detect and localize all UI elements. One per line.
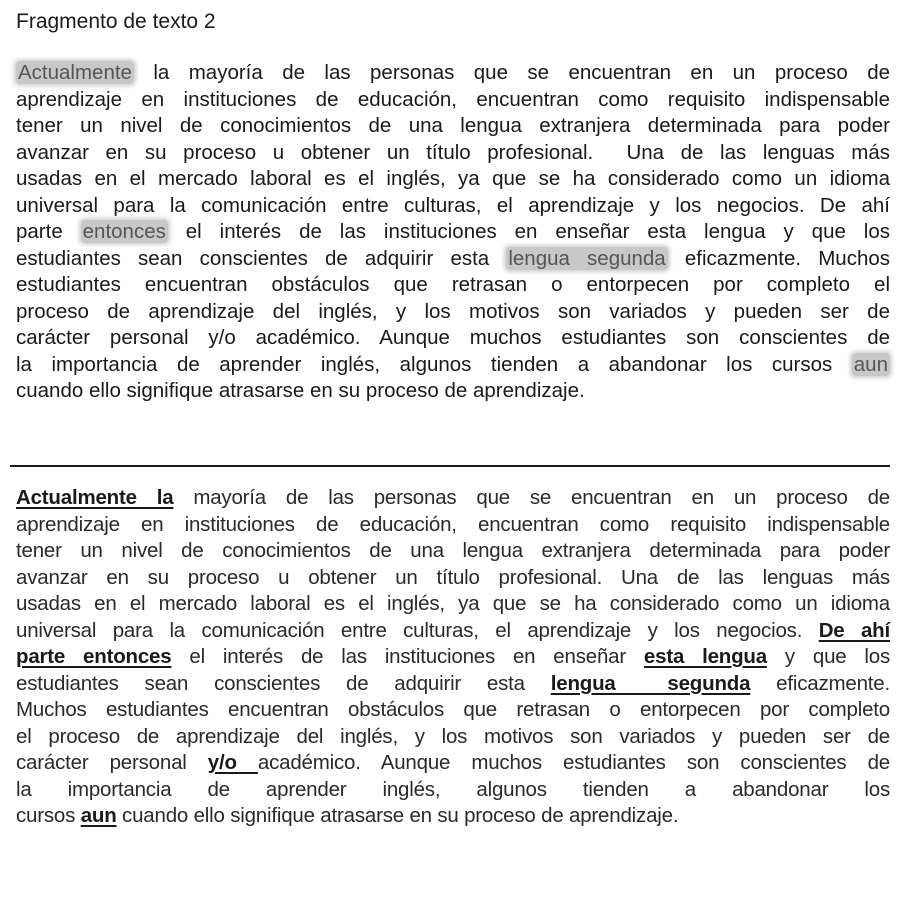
text-line xyxy=(16,60,890,87)
text-segment: la importancia de aprender inglés, algunos tienden a abandonar los cursos xyxy=(16,352,852,376)
text-segment: estudiantes encuentran obstáculos que retrasan o entorpecen por completo el xyxy=(16,273,890,296)
text-line xyxy=(16,697,890,724)
text-segment: tener un nivel de conocimientos de una lengua extranjera determinada para poder xyxy=(16,114,890,137)
text-line xyxy=(16,325,890,352)
text-line xyxy=(16,485,890,512)
text-segment: la importancia de aprender inglés, algunos tienden a abandonar los xyxy=(16,777,890,801)
text-line xyxy=(16,378,890,405)
text-line xyxy=(16,113,890,140)
text-segment: aprendizaje en instituciones de educación, encuentran como requisito indispensable xyxy=(16,512,890,536)
text-segment: carácter personal xyxy=(16,751,208,774)
text-segment: parte xyxy=(16,220,81,243)
text-line xyxy=(16,140,890,167)
text-line xyxy=(16,618,890,645)
text-segment: el interés de las instituciones en enseñar esta lengua y que los xyxy=(167,220,891,243)
text-segment: el interés de las instituciones en enseñar xyxy=(171,645,644,668)
text-segment: eficazmente. xyxy=(750,671,891,695)
text-segment: tener un nivel de conocimientos de una lengua extranjera determinada para poder xyxy=(16,539,890,562)
highlighted-phrase: aun xyxy=(853,352,888,376)
text-segment: y que los xyxy=(766,645,891,668)
text-line xyxy=(16,538,890,565)
underlined-phrase: Actualmente la xyxy=(16,486,174,509)
text-fragment-annotated xyxy=(16,485,890,830)
text-line xyxy=(16,87,890,114)
text-line xyxy=(16,352,890,379)
text-line xyxy=(16,750,890,777)
text-line xyxy=(16,565,890,592)
underlined-phrase: esta lengua xyxy=(643,645,767,668)
divider-line xyxy=(10,465,890,467)
highlighted-phrase: Actualmente xyxy=(18,61,132,84)
text-segment: mayoría de las personas que se encuentran en un proceso de xyxy=(173,486,890,509)
text-line xyxy=(16,724,890,751)
text-line xyxy=(16,803,890,830)
text-segment: cuando ello signifique atrasarse en su proceso de aprendizaje. xyxy=(16,379,585,402)
text-segment: avanzar en su proceso u obtener un título profesional. Una de las lenguas más xyxy=(16,140,890,164)
text-segment: académico. Aunque muchos estudiantes son conscientes de xyxy=(257,751,891,774)
text-line xyxy=(16,272,890,299)
text-line xyxy=(16,671,890,698)
underlined-phrase: y/o xyxy=(207,751,258,774)
text-segment: cuando ello signifique atrasarse en su proceso de aprendizaje. xyxy=(116,804,679,827)
text-line xyxy=(16,193,890,220)
text-segment: universal para la comunicación entre culturas, el aprendizaje y los negocios. De ahí xyxy=(16,193,890,217)
text-line xyxy=(16,166,890,193)
text-line xyxy=(16,219,890,246)
text-segment: cursos xyxy=(16,804,81,827)
text-line xyxy=(16,512,890,539)
text-segment: estudiantes sean conscientes de adquirir esta xyxy=(16,246,507,270)
text-line xyxy=(16,246,890,273)
text-segment: universal para la comunicación entre culturas, el aprendizaje y los negocios. xyxy=(16,618,819,642)
text-segment: usadas en el mercado laboral es el inglés, ya que se ha considerado como un idioma xyxy=(16,592,890,615)
text-segment: carácter personal y/o académico. Aunque muchos estudiantes son conscientes de xyxy=(16,326,890,349)
text-fragment-highlighted xyxy=(16,60,890,405)
underlined-phrase: parte entonces xyxy=(16,645,172,668)
text-line xyxy=(16,299,890,326)
highlighted-phrase: lengua segunda xyxy=(508,246,666,270)
document-title: Fragmento de texto 2 xyxy=(16,10,216,33)
text-segment: estudiantes sean conscientes de adquirir esta xyxy=(16,671,551,695)
underlined-phrase: aun xyxy=(80,804,117,827)
text-segment: avanzar en su proceso u obtener un título profesional. Una de las lenguas más xyxy=(16,565,890,589)
text-line xyxy=(16,777,890,804)
text-segment: eficazmente. Muchos xyxy=(667,246,890,270)
text-segment: aprendizaje en instituciones de educación, encuentran como requisito indispensable xyxy=(16,87,890,111)
text-segment: el proceso de aprendizaje del inglés, y los motivos son variados y pueden ser de xyxy=(16,724,890,748)
underlined-phrase: De ahí xyxy=(818,618,890,642)
text-line xyxy=(16,644,890,671)
text-line xyxy=(16,591,890,618)
text-segment: la mayoría de las personas que se encuentran en un proceso de xyxy=(133,61,890,84)
underlined-phrase: lengua segunda xyxy=(550,671,751,695)
text-segment: Muchos estudiantes encuentran obstáculos que retrasan o entorpecen por completo xyxy=(16,698,890,721)
highlighted-phrase: entonces xyxy=(82,220,166,243)
text-segment: usadas en el mercado laboral es el inglés, ya que se ha considerado como un idioma xyxy=(16,167,890,190)
text-segment: proceso de aprendizaje del inglés, y los motivos son variados y pueden ser de xyxy=(16,299,890,323)
